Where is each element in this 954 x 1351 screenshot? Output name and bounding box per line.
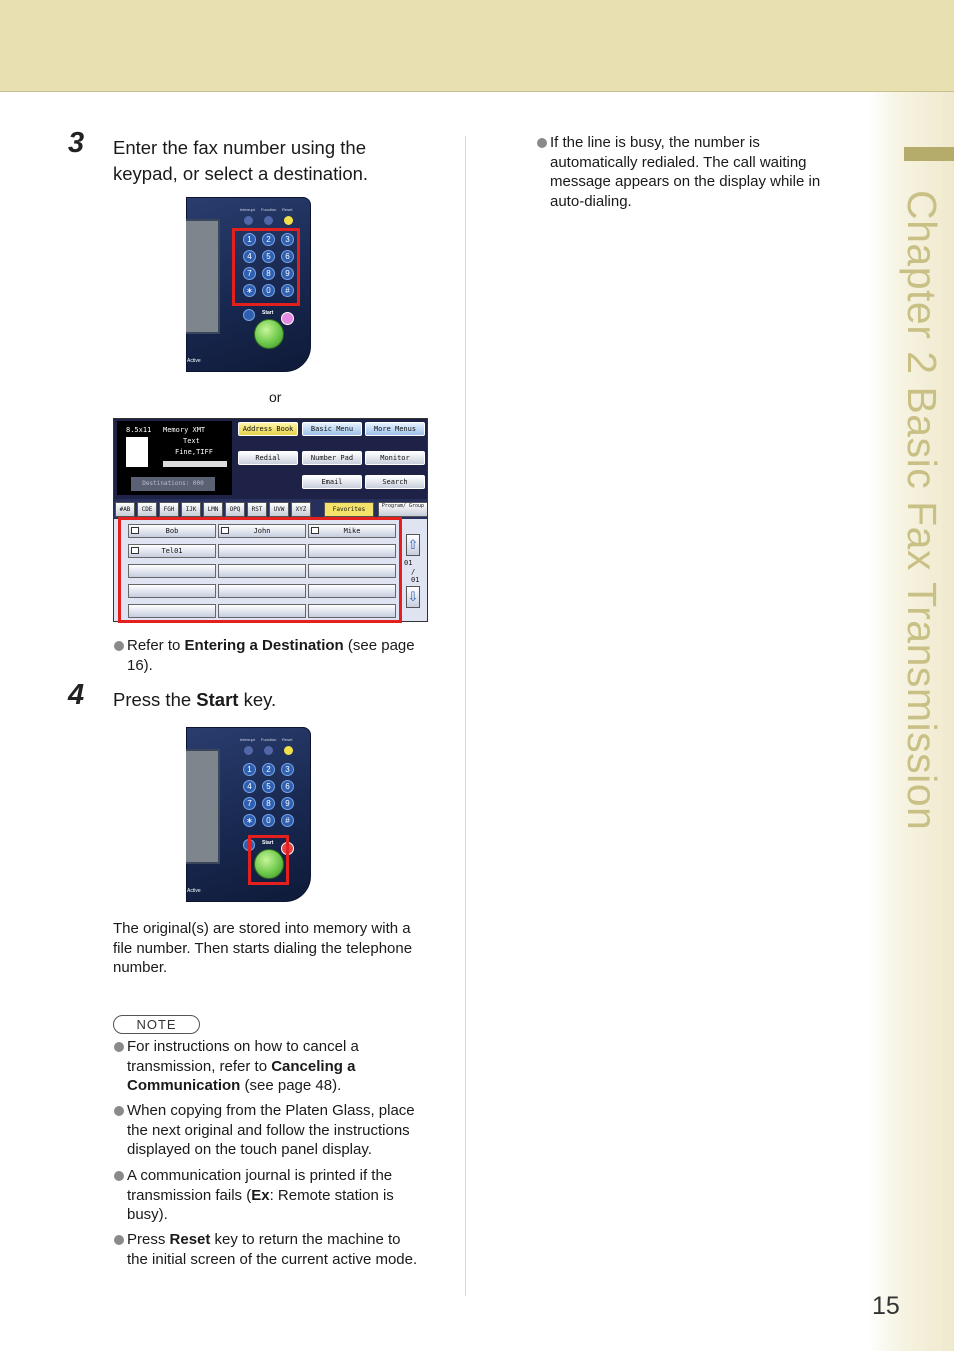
key-star: ∗ xyxy=(243,284,256,297)
key-3: 3 xyxy=(281,233,294,246)
key-3: 3 xyxy=(281,763,294,776)
note-bold-text: Ex xyxy=(251,1186,270,1204)
column-divider xyxy=(465,136,466,1296)
key-8: 8 xyxy=(262,797,275,810)
redial-text: If the line is busy, the number is xyxy=(550,134,760,151)
bullet-dot-icon xyxy=(114,641,124,651)
tab-program-group[interactable]: Program/ Group xyxy=(378,502,428,517)
function-key xyxy=(264,216,273,225)
bullet-text: Refer to xyxy=(127,637,185,654)
step3-line-1: Enter the fax number using the xyxy=(113,137,366,158)
key-hash: # xyxy=(281,814,294,827)
description-line: file number. Then starts dialing the telephone xyxy=(113,939,413,957)
function-label: Function xyxy=(261,207,277,212)
step3-line-2: keypad, or select a destination. xyxy=(113,163,369,184)
index-tabs xyxy=(114,499,428,519)
note-text: Press xyxy=(127,1231,170,1248)
resolution: Fine,TIFF xyxy=(175,448,213,456)
bullet-dot-icon xyxy=(114,1171,124,1181)
note-badge: NOTE xyxy=(113,1015,200,1034)
note-item-journal xyxy=(114,1166,454,1225)
destinations-count: Destinations: 000 xyxy=(131,477,215,491)
note-item-cancel xyxy=(114,1037,454,1096)
key-5: 5 xyxy=(262,780,275,793)
description-line: number. xyxy=(113,959,168,976)
mode-label: Memory XMT xyxy=(163,426,206,434)
more-menus-button[interactable]: More Menus xyxy=(365,422,425,436)
tab-favorites[interactable]: Favorites xyxy=(324,502,374,517)
bullet-dot-icon xyxy=(114,1042,124,1052)
step-number-3: 3 xyxy=(68,127,85,159)
key-9: 9 xyxy=(281,267,294,280)
step4-bold-text: Start xyxy=(196,689,239,710)
key-6: 6 xyxy=(281,780,294,793)
key-6: 6 xyxy=(281,250,294,263)
destination-highlight-box xyxy=(118,517,402,623)
note-bold-text: Reset xyxy=(169,1231,211,1248)
note-text: the initial screen of the current active mode. xyxy=(127,1250,418,1268)
redial-text: message appears on the display while in xyxy=(550,173,821,190)
key-0: 0 xyxy=(262,814,275,827)
header-band xyxy=(0,0,954,92)
page-number: 15 xyxy=(872,1292,900,1320)
description-line: The original(s) are stored into memory with a xyxy=(113,920,411,937)
status-panel xyxy=(117,421,232,495)
interrupt-key xyxy=(244,746,253,755)
key-4: 4 xyxy=(243,780,256,793)
document-icon xyxy=(126,437,148,467)
bullet-bold-text: Entering a Destination xyxy=(184,637,344,654)
step3-bullet xyxy=(114,636,444,675)
address-book-button[interactable]: Address Book xyxy=(238,422,298,436)
page-current: 01 xyxy=(404,559,413,567)
function-label: Function xyxy=(261,737,277,742)
step4-instruction xyxy=(113,687,276,713)
redial-note xyxy=(537,133,857,211)
tab-ijk[interactable]: IJK xyxy=(181,502,201,517)
key-1: 1 xyxy=(243,763,256,776)
key-0: 0 xyxy=(262,284,275,297)
note-text: transmission, refer to xyxy=(127,1057,272,1075)
interrupt-label: Interrupt xyxy=(240,737,255,742)
start-label: Start xyxy=(262,840,274,846)
reset-key xyxy=(284,216,293,225)
scroll-down-arrow-icon[interactable]: ⇩ xyxy=(406,586,420,608)
note-text: : Remote station is xyxy=(269,1186,394,1204)
note-bold-text: Canceling a xyxy=(271,1057,356,1075)
scroll-up-arrow-icon[interactable]: ⇧ xyxy=(406,534,420,556)
number-pad-button[interactable]: Number Pad xyxy=(302,451,362,465)
key-9: 9 xyxy=(281,797,294,810)
keypad-highlight-box xyxy=(232,228,300,306)
key-7: 7 xyxy=(243,797,256,810)
note-item-platen xyxy=(114,1101,454,1160)
key-2: 2 xyxy=(262,233,275,246)
step3-instruction xyxy=(113,135,368,187)
step4-description xyxy=(113,919,453,978)
function-key xyxy=(264,746,273,755)
stop-key xyxy=(281,312,294,325)
tab-opq[interactable]: OPQ xyxy=(225,502,245,517)
key-2: 2 xyxy=(262,763,275,776)
key-5: 5 xyxy=(262,250,275,263)
bullet-text: (see page xyxy=(343,637,415,654)
redial-text: auto-dialing. xyxy=(550,192,632,210)
note-text: busy). xyxy=(127,1206,168,1223)
contrast-bar xyxy=(163,461,227,467)
note-text: displayed on the touch panel display. xyxy=(127,1141,372,1158)
start-key-highlight-box xyxy=(248,835,289,885)
chapter-title: Chapter 2 Basic Fax Transmission xyxy=(899,190,945,831)
start-key xyxy=(254,319,284,349)
panel-lcd xyxy=(186,219,220,334)
key-hash: # xyxy=(281,284,294,297)
tab-ab[interactable]: #AB xyxy=(115,502,135,517)
panel-lcd xyxy=(186,749,220,864)
page-slash: / xyxy=(411,568,416,576)
active-label: Active xyxy=(187,358,201,364)
clear-key xyxy=(243,309,255,321)
numeric-keys xyxy=(242,762,300,832)
key-1: 1 xyxy=(243,233,256,246)
key-star: ∗ xyxy=(243,814,256,827)
tab-xyz[interactable]: XYZ xyxy=(291,502,311,517)
or-separator: or xyxy=(269,389,282,405)
note-text: key to return the machine to xyxy=(210,1231,401,1248)
search-button[interactable]: Search xyxy=(365,475,425,489)
page-total: 01 xyxy=(411,576,420,584)
bullet-text: 16). xyxy=(127,656,153,674)
step4-text: key. xyxy=(238,689,277,710)
tab-fgh[interactable]: FGH xyxy=(159,502,179,517)
reset-label: Reset xyxy=(282,737,293,742)
active-label: Active xyxy=(187,888,201,894)
reset-key xyxy=(284,746,293,755)
note-text: transmission fails ( xyxy=(127,1186,252,1204)
bullet-dot-icon xyxy=(114,1106,124,1116)
tab-lmn[interactable]: LMN xyxy=(203,502,223,517)
note-text: (see page 48). xyxy=(240,1077,342,1094)
interrupt-label: Interrupt xyxy=(240,207,255,212)
note-text: A communication journal is printed if the xyxy=(127,1167,393,1184)
tab-uvw[interactable]: UVW xyxy=(269,502,289,517)
reset-label: Reset xyxy=(282,207,293,212)
destination-mike-label: Mike xyxy=(343,527,361,535)
key-7: 7 xyxy=(243,267,256,280)
bullet-dot-icon xyxy=(114,1235,124,1245)
basic-menu-button[interactable]: Basic Menu xyxy=(302,422,362,436)
original-type: Text xyxy=(183,437,200,445)
tab-cde[interactable]: CDE xyxy=(137,502,157,517)
chapter-accent-bar xyxy=(904,147,954,161)
step4-text: Press the xyxy=(113,689,197,710)
key-8: 8 xyxy=(262,267,275,280)
email-button[interactable]: Email xyxy=(302,475,362,489)
note-text: For instructions on how to cancel a xyxy=(127,1038,359,1055)
tab-rst[interactable]: RST xyxy=(247,502,267,517)
bullet-dot-icon xyxy=(537,138,547,148)
paper-size: 8.5x11 xyxy=(126,426,152,434)
monitor-button[interactable]: Monitor xyxy=(365,451,425,465)
interrupt-key xyxy=(244,216,253,225)
start-label: Start xyxy=(262,310,274,316)
destination-bob-label: Bob xyxy=(165,527,179,535)
note-text: When copying from the Platen Glass, place xyxy=(127,1102,415,1119)
destination-tel01-label: Tel01 xyxy=(161,547,183,555)
key-4: 4 xyxy=(243,250,256,263)
redial-button[interactable]: Redial xyxy=(238,451,298,465)
note-text: the next original and follow the instructions xyxy=(127,1121,410,1139)
redial-text: automatically redialed. The call waiting xyxy=(550,153,807,171)
note-item-reset xyxy=(114,1230,454,1269)
note-bold-text: Communication xyxy=(127,1077,241,1094)
step-number-4: 4 xyxy=(68,679,85,711)
destination-john-label: John xyxy=(253,527,271,535)
